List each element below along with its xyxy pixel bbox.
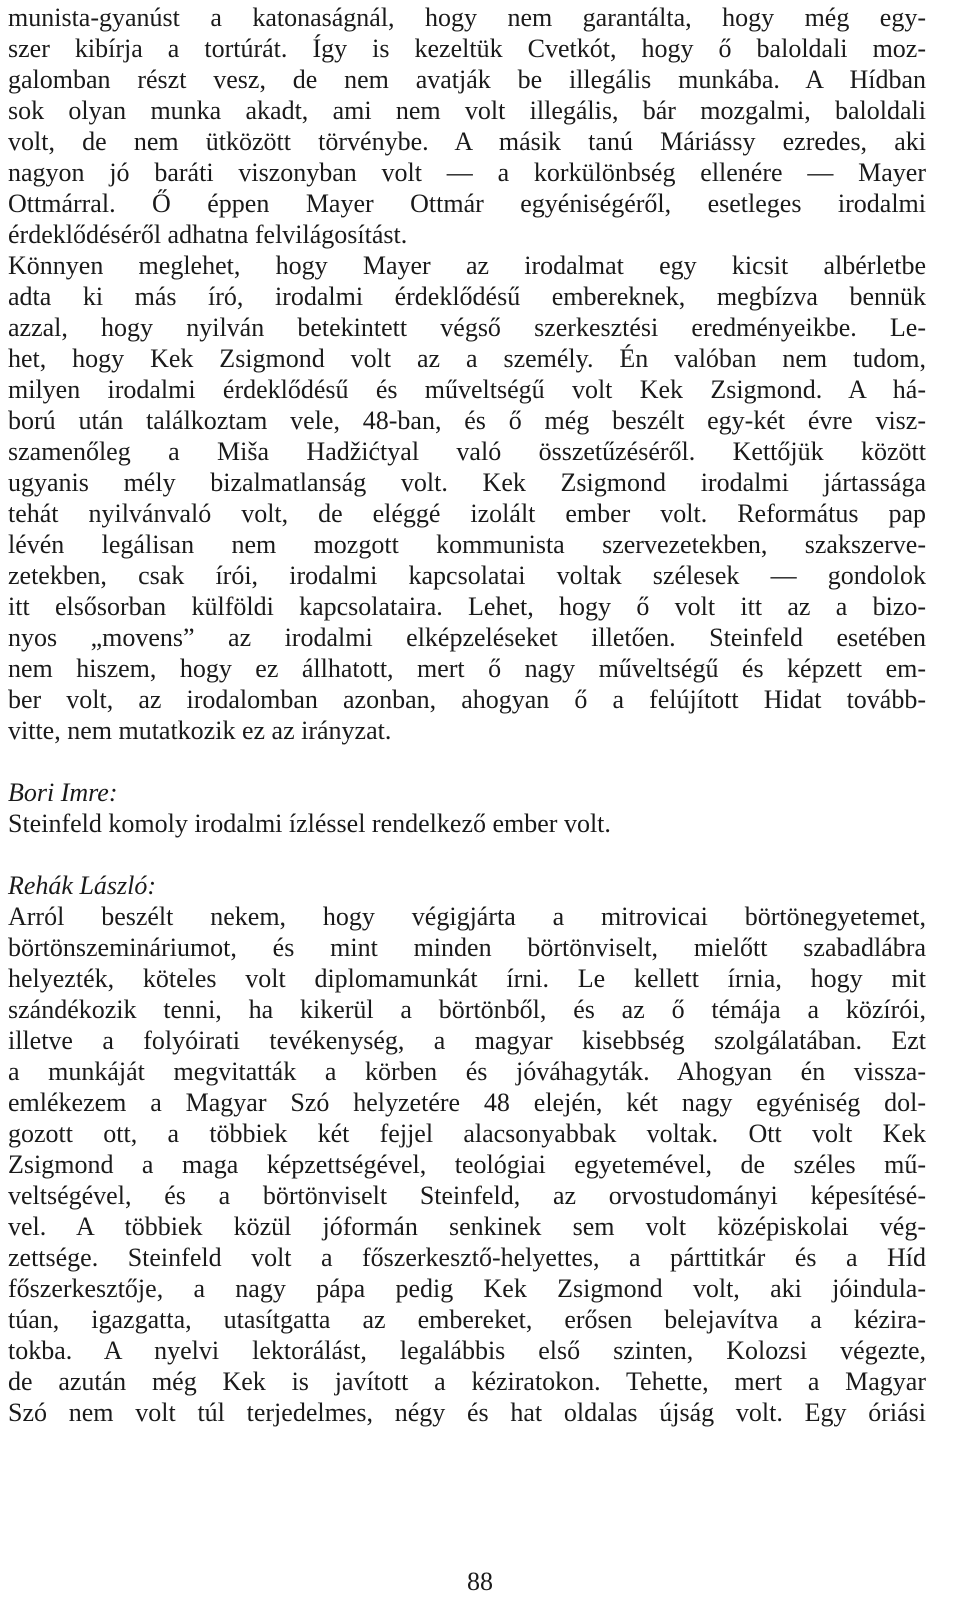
text-line: nagyon jó baráti viszonyban volt — a korkülönbség ellenére — Mayer xyxy=(8,158,926,187)
paragraph-1 xyxy=(8,2,926,250)
text-line: ugyanis mély bizalmatlanság volt. Kek Zsigmond irodalmi jártassága xyxy=(8,468,926,497)
speaker-block-rehak-laszlo xyxy=(8,870,926,1428)
text-line: túan, igazgatta, utasítgatta az embereket, erősen belejavítva a kézira- xyxy=(8,1305,926,1334)
text-line: Steinfeld komoly irodalmi ízléssel rendelkező ember volt. xyxy=(8,809,611,838)
text-line: azzal, hogy nyilván betekintett végső szerkesztési eredményeikbe. Le- xyxy=(8,313,926,342)
paragraph-gap xyxy=(8,839,926,870)
text-line: vitte, nem mutatkozik ez az irányzat. xyxy=(8,716,392,745)
text-line: tokba. A nyelvi lektorálást, legalábbis első szinten, Kolozsi végezte, xyxy=(8,1336,926,1365)
speaker-name: Bori Imre: xyxy=(8,778,118,807)
text-line: sok olyan munka akadt, ami nem volt illegális, bár mozgalmi, baloldali xyxy=(8,96,926,125)
speaker-block-bori-imre xyxy=(8,777,926,839)
text-line: szamenőleg a Miša Hadžićtyal való összetűzéséről. Kettőjük között xyxy=(8,437,926,466)
text-line: galomban részt vesz, de nem avatják be illegális munkába. A Hídban xyxy=(8,65,926,94)
page-number: 88 xyxy=(467,1567,493,1596)
text-line: ború után találkoztam vele, 48-ban, és ő még beszélt egy-két évre visz- xyxy=(8,406,926,435)
text-line: helyezték, köteles volt diplomamunkát írni. Le kellett írnia, hogy mit xyxy=(8,964,926,993)
text-line: zetekben, csak írói, irodalmi kapcsolatai voltak szélesek — gondolok xyxy=(8,561,926,590)
text-line: szándékozik tenni, ha kikerül a börtönből, és az ő témája a közírói, xyxy=(8,995,926,1024)
text-line: főszerkesztője, a nagy pápa pedig Kek Zsigmond volt, aki jóindula- xyxy=(8,1274,926,1303)
text-line: munista-gyanúst a katonaságnál, hogy nem garantálta, hogy még egy- xyxy=(8,3,926,32)
text-line: Ottmárral. Ő éppen Mayer Ottmár egyéniségéről, esetleges irodalmi xyxy=(8,189,926,218)
paragraph-2 xyxy=(8,250,926,746)
text-line: ber volt, az irodalomban azonban, ahogyan ő a felújított Hidat tovább- xyxy=(8,685,926,714)
text-line: illetve a folyóirati tevékenység, a magyar kisebbség szolgálatában. Ezt xyxy=(8,1026,926,1055)
text-line: adta ki más író, irodalmi érdeklődésű embereknek, megbízva bennük xyxy=(8,282,926,311)
text-line: Arról beszélt nekem, hogy végigjárta a mitrovicai börtönegyetemet, xyxy=(8,902,926,931)
text-line: het, hogy Kek Zsigmond volt az a személy. Én valóban nem tudom, xyxy=(8,344,926,373)
text-line: a munkáját megvitatták a körben és jóváhagyták. Ahogyan én vissza- xyxy=(8,1057,926,1086)
text-line: gozott ott, a többiek két fejjel alacsonyabbak voltak. Ott volt Kek xyxy=(8,1119,926,1148)
document-page xyxy=(8,2,926,1428)
text-line: nyos „movens” az irodalmi elképzeléseket illetően. Steinfeld esetében xyxy=(8,623,926,652)
text-line: zettsége. Steinfeld volt a főszerkesztő-helyettes, a párttitkár és a Híd xyxy=(8,1243,926,1272)
text-line: börtönszemináriumot, és mint minden börtönviselt, mielőtt szabadlábra xyxy=(8,933,926,962)
text-line: tehát nyilvánvaló volt, de eléggé izolált ember volt. Református pap xyxy=(8,499,926,528)
text-line: lévén legálisan nem mozgott kommunista szervezetekben, szakszerve- xyxy=(8,530,926,559)
speaker-name: Rehák László: xyxy=(8,871,157,900)
text-line: itt elsősorban külföldi kapcsolataira. Lehet, hogy ő volt itt az a bizo- xyxy=(8,592,926,621)
text-line: Könnyen meglehet, hogy Mayer az irodalmat egy kicsit albérletbe xyxy=(8,251,926,280)
text-line: vel. A többiek közül jóformán senkinek sem volt középiskolai vég- xyxy=(8,1212,926,1241)
text-line: érdeklődéséről adhatna felvilágosítást. xyxy=(8,220,408,249)
text-line: volt, de nem ütközött törvénybe. A másik tanú Máriássy ezredes, aki xyxy=(8,127,926,156)
paragraph-gap xyxy=(8,746,926,777)
text-line: Szó nem volt túl terjedelmes, négy és hat oldalas újság volt. Egy óriási xyxy=(8,1398,926,1427)
text-line: emlékezem a Magyar Szó helyzetére 48 elején, két nagy egyéniség dol- xyxy=(8,1088,926,1117)
text-line: milyen irodalmi érdeklődésű és műveltségű volt Kek Zsigmond. A há- xyxy=(8,375,926,404)
text-line: szer kibírja a tortúrát. Így is kezeltük Cvetkót, hogy ő baloldali moz- xyxy=(8,34,926,63)
text-line: nem hiszem, hogy ez állhatott, mert ő nagy műveltségű és képzett em- xyxy=(8,654,926,683)
text-line: Zsigmond a maga képzettségével, teológiai egyetemével, de széles mű- xyxy=(8,1150,926,1179)
text-line: veltségével, és a börtönviselt Steinfeld, az orvostudományi képesítésé- xyxy=(8,1181,926,1210)
text-line: de azután még Kek is javított a kéziratokon. Tehette, mert a Magyar xyxy=(8,1367,926,1396)
